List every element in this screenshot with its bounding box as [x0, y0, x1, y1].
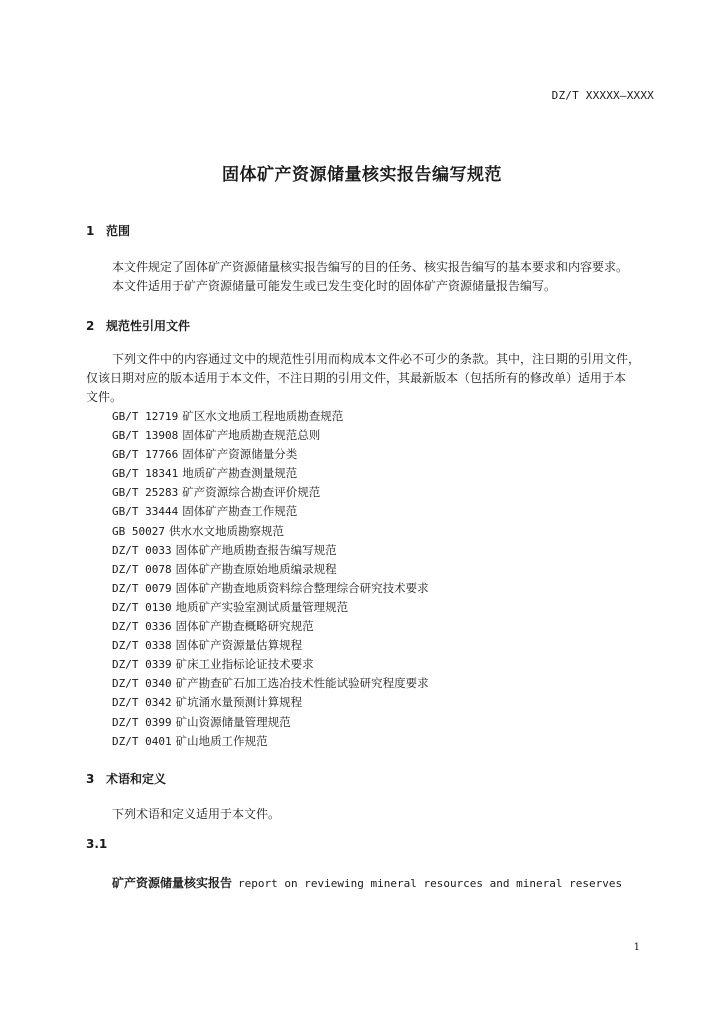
- reference-name: 供水水文地质勘察规范: [168, 523, 284, 538]
- scope-line: 本文件适用于矿产资源储量可能发生或已发生变化时的固体矿产资源储量报告编写。: [112, 279, 557, 293]
- section-heading-scope: [86, 222, 130, 239]
- document-title: 固体矿产资源储量核实报告编写规范: [222, 165, 502, 185]
- term-entry: [112, 874, 622, 891]
- reference-code: DZ/T 0342: [112, 696, 172, 710]
- reference-item: [112, 541, 429, 560]
- clause-number: 3.1: [86, 837, 108, 851]
- reference-name: 矿坑涌水量预测计算规程: [175, 695, 303, 710]
- document-code: DZ/T XXXXX—XXXX: [551, 89, 654, 102]
- reference-code: DZ/T 0130: [112, 600, 172, 614]
- reference-item: [112, 713, 429, 732]
- reference-code: DZ/T 0078: [112, 562, 172, 576]
- section-number: 1: [86, 224, 95, 238]
- reference-item: [112, 732, 429, 751]
- reference-item: [112, 560, 429, 579]
- normative-paragraph: [86, 350, 658, 407]
- reference-name: 矿产资源综合勘查评价规范: [182, 485, 321, 500]
- reference-item: [112, 464, 429, 483]
- reference-name: 固体矿产地质勘查规范总则: [182, 428, 321, 443]
- reference-name: 固体矿产勘查地质资料综合整理综合研究技术要求: [175, 580, 429, 595]
- reference-name: 矿山地质工作规范: [175, 733, 268, 748]
- reference-code: GB/T 33444: [112, 505, 179, 519]
- reference-item: [112, 674, 429, 693]
- term-english: report on reviewing mineral resources and mineral reserves: [238, 877, 623, 890]
- reference-code: DZ/T 0339: [112, 658, 172, 672]
- reference-name: 矿区水文地质工程地质勘查规范: [182, 409, 344, 423]
- section-heading-normative: [86, 317, 190, 334]
- reference-item: [112, 598, 429, 617]
- section-heading-terms: [86, 770, 166, 787]
- reference-item: [112, 617, 429, 636]
- reference-name: 固体矿产勘查概略研究规范: [175, 619, 314, 634]
- reference-item: [112, 426, 429, 445]
- reference-item: [112, 502, 429, 521]
- reference-item: [112, 407, 429, 426]
- reference-name: 地质矿产勘查测量规范: [182, 466, 298, 481]
- reference-name: 固体矿产资源储量分类: [182, 447, 298, 462]
- reference-item: [112, 655, 429, 674]
- reference-code: GB/T 13908: [112, 429, 179, 443]
- scope-line: 本文件规定了固体矿产资源储量核实报告编写的目的任务、核实报告编写的基本要求和内容要求。: [112, 260, 629, 274]
- reference-item: [112, 579, 429, 598]
- normative-line: 仅该日期对应的版本适用于本文件，不注日期的引用文件，其最新版本（包括所有的修改单）适用于本: [86, 371, 627, 385]
- reference-code: DZ/T 0336: [112, 620, 172, 634]
- reference-item: [112, 693, 429, 712]
- normative-line: 下列文件中的内容通过文中的规范性引用而构成本文件必不可少的条款。其中，注日期的引用文件，: [112, 352, 641, 366]
- reference-code: GB/T 25283: [112, 486, 179, 500]
- reference-name: 矿床工业指标论证技术要求: [175, 657, 314, 672]
- terms-intro-line: 下列术语和定义适用于本文件。: [112, 807, 281, 821]
- section-title: 范围: [106, 224, 131, 238]
- reference-code: GB 50027: [112, 524, 165, 538]
- scope-paragraph: [86, 258, 658, 296]
- reference-name: 固体矿产资源量估算规程: [175, 638, 303, 653]
- reference-code: GB/T 12719: [112, 410, 179, 423]
- section-title: 术语和定义: [106, 772, 167, 786]
- normative-line: 文件。: [86, 390, 123, 404]
- reference-name: 固体矿产勘查原始地质编录规程: [175, 561, 337, 576]
- reference-code: DZ/T 0079: [112, 581, 172, 595]
- reference-code: DZ/T 0338: [112, 639, 172, 653]
- reference-code: DZ/T 0399: [112, 715, 172, 729]
- reference-name: 固体矿产勘查工作规范: [182, 504, 298, 519]
- reference-list: [112, 407, 429, 751]
- reference-code: DZ/T 0340: [112, 677, 172, 691]
- term-chinese: 矿产资源储量核实报告: [112, 876, 233, 890]
- page-number: 1: [633, 942, 640, 953]
- reference-item: [112, 522, 429, 541]
- reference-code: DZ/T 0401: [112, 734, 172, 748]
- reference-code: DZ/T 0033: [112, 543, 172, 557]
- reference-name: 矿山资源储量管理规范: [175, 714, 291, 729]
- section-title: 规范性引用文件: [106, 319, 191, 333]
- section-number: 2: [86, 319, 95, 333]
- reference-item: [112, 445, 429, 464]
- terms-intro: [86, 805, 658, 824]
- reference-code: GB/T 17766: [112, 448, 179, 462]
- reference-name: 矿产勘查矿石加工选冶技术性能试验研究程度要求: [175, 676, 429, 691]
- reference-name: 地质矿产实验室测试质量管理规范: [175, 599, 349, 614]
- reference-code: GB/T 18341: [112, 467, 179, 481]
- section-number: 3: [86, 772, 95, 786]
- reference-item: [112, 483, 429, 502]
- reference-item: [112, 636, 429, 655]
- reference-name: 固体矿产地质勘查报告编写规范: [175, 542, 337, 557]
